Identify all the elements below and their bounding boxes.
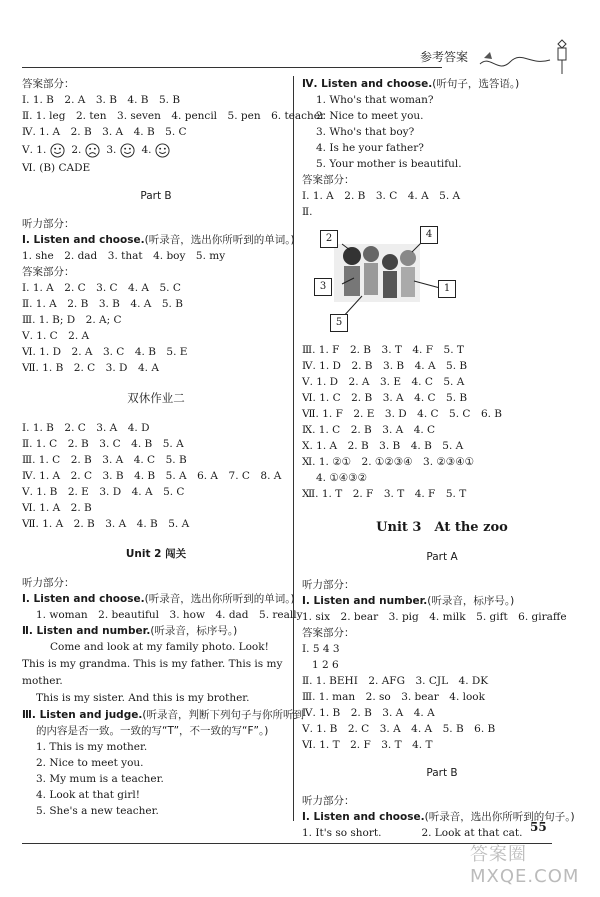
listen-choose-line [22,591,295,607]
exercise-instruction: (听录音，标序号。) [427,595,515,607]
answer-line: Ⅶ. 1. F 2. E 3. D 4. C 5. C 6. B [302,408,503,420]
answer-line: Ⅲ. 1. F 2. B 3. T 4. F 5. T [302,344,464,356]
figure-label-box: 5 [330,314,348,332]
answer-line: Ⅵ. 1. D 2. A 3. C 4. B 5. E [22,346,188,358]
right-column [302,76,582,841]
answer-line: Ⅵ. (B) CADE [22,162,91,174]
butterfly-lamp-decoration-icon [470,36,580,76]
answer-line: Ⅻ. 1. T 2. F 3. T 4. F 5. T [302,488,467,500]
sentence-item: 1. Who's that woman? [316,94,434,106]
exercise-label: Ⅰ. Listen and choose. [302,811,425,823]
exercise-instruction: (听录音，标序号。) [150,625,238,637]
listen-choose-line [22,232,295,248]
figure-label-box: 3 [314,278,332,296]
sentence-item: 5. Your mother is beautiful. [316,158,462,170]
answer-line: 4. ①④③② [316,472,368,484]
part-a-heading: Part A [426,551,458,563]
listen-choose-line [302,76,582,92]
answer-line: Ⅱ. 1. leg 2. ten 3. seven 4. pencil 5. pen 6. teacher [22,110,326,122]
answer-line: Ⅴ. 1. B 2. E 3. D 4. A 5. C [22,486,185,498]
part-b-heading: Part B [426,767,458,779]
exercise-instruction: (听录音，选出你所听到的句子。) [424,811,575,823]
answer-line: 1. six 2. bear 3. pig 4. milk 5. gift 6. giraffe [302,611,567,623]
unit-3-heading: Unit 3 At the zoo [376,520,508,535]
smiley-face-icon [155,143,170,158]
answer-line: Ⅵ. 1. T 2. F 3. T 4. T [302,739,433,751]
answer-line: 1. she 2. dad 3. that 4. boy 5. my [22,250,226,262]
faces-label-2: 2. [71,144,82,156]
listen-number-line [302,593,582,609]
listen-judge-line [22,707,304,723]
header-title: 参考答案 [420,50,469,64]
exercise-label: Ⅰ. Listen and number. [302,595,428,607]
answer-line: Ⅰ. 1. A 2. B 3. C 4. A 5. A [302,190,461,202]
answer-line: Ⅸ. 1. C 2. B 3. A 4. C [302,424,436,436]
answer-line: Ⅴ. 1. D 2. A 3. E 4. C 5. A [302,376,465,388]
answer-line: Ⅲ. 1. C 2. B 3. A 4. C 5. B [22,454,187,466]
answer-line: Ⅵ. 1. C 2. B 3. A 4. C 5. B [302,392,468,404]
exercise-instruction: (听录音，选出你所听到的单词。) [144,234,295,246]
exercise-label: Ⅳ. Listen and choose. [302,78,433,90]
unit-2-heading: Unit 2 闯关 [125,548,187,560]
listening-title: 听力部分： [22,218,75,230]
answer-item: 1. It's so short. [302,827,382,839]
page-header [0,0,600,70]
sentence-item: 4. Look at that girl! [36,789,140,801]
answer-line: Ⅳ. 1. A 2. B 3. A 4. B 5. C [22,126,187,138]
section-title: 答案部分： [22,266,75,278]
answer-line: Ⅲ. 1. B; D 2. A; C [22,314,122,326]
section-title: 答案部分： [302,627,355,639]
answer-line: Ⅵ. 1. A 2. B [22,502,92,514]
listen-number-line [22,623,290,639]
answer-line: Ⅳ. 1. B 2. B 3. A 4. A [302,707,435,719]
answer-line: Ⅳ. 1. D 2. B 3. B 4. A 5. B [302,360,468,372]
sentence-item: 5. She's a new teacher. [36,805,159,817]
family-photo-figure [314,226,464,336]
page-number: 55 [530,820,547,834]
answer-line: Ⅶ. 1. B 2. C 3. D 4. A [22,362,159,374]
listening-script-continuation: This is my sister. And this is my brother. [36,692,250,704]
exercise-instruction: (听句子，选答语。) [432,78,520,90]
faces-prefix: Ⅴ. 1. [22,144,47,156]
answer-line: Ⅳ. 1. A 2. C 3. B 4. B 5. A 6. A 7. C 8. A [22,470,282,482]
exercise-instruction-cont: 的内容是否一致。一致的写“T”，不一致的写“F”。) [36,725,269,737]
exercise-label: Ⅰ. Listen and choose. [22,234,145,246]
weekend-homework-heading: 双休作业二 [127,391,185,405]
listening-title: 听力部分： [302,795,355,807]
answer-line: Ⅱ. [302,206,313,218]
answer-line: Ⅰ. 1. B 2. A 3. B 4. B 5. B [22,94,181,106]
answer-line: Ⅴ. 1. B 2. C 3. A 4. A 5. B 6. B [302,723,496,735]
sentence-item: 2. Nice to meet you. [36,757,144,769]
section-title: 答案部分： [22,78,75,90]
figure-label-box: 2 [320,230,338,248]
answer-item: 2. Look at that cat. [421,827,523,839]
answer-line: Ⅹ. 1. A 2. B 3. B 4. B 5. A [302,440,464,452]
answer-line: Ⅰ. 1. A 2. C 3. C 4. A 5. C [22,282,181,294]
faces-label-3: 3. [106,144,117,156]
sentence-item: 2. Nice to meet you. [316,110,424,122]
sentence-item: 3. Who's that boy? [316,126,415,138]
figure-label-box: 4 [420,226,438,244]
answer-line: Ⅱ. 1. A 2. B 3. B 4. A 5. B [22,298,183,310]
section-title: 答案部分： [302,174,355,186]
answer-line: Ⅲ. 1. man 2. so 3. bear 4. look [302,691,485,703]
answer-line: Ⅴ. 1. C 2. A [22,330,90,342]
listening-title: 听力部分： [22,577,75,589]
exercise-instruction: (听录音，选出你所听到的单词。) [144,593,295,605]
exercise-instruction: (听录音，判断下列句子与你所听到 [142,709,304,721]
answer-line: Ⅰ. 1. B 2. C 3. A 4. D [22,422,150,434]
listening-script-paragraph: Come and look at my family photo. Look! This is my grandma. This is my father. This is my mother. [22,641,283,687]
sentence-item: 4. Is he your father? [316,142,424,154]
sad-face-icon [85,143,100,158]
part-b-heading: Part B [140,190,172,202]
figure-label-box: 1 [438,280,456,298]
answer-line: Ⅰ. 5 4 3 [302,643,340,655]
sentence-item: 3. My mum is a teacher. [36,773,164,785]
sentence-item: 1. This is my mother. [36,741,148,753]
answer-line: Ⅱ. 1. C 2. B 3. C 4. B 5. A [22,438,184,450]
faces-answer-line [22,140,290,160]
answer-line: 1. woman 2. beautiful 3. how 4. dad 5. really [36,609,303,621]
exercise-label: Ⅲ. Listen and judge. [22,709,143,721]
answer-line: Ⅶ. 1. A 2. B 3. A 4. B 5. A [22,518,190,530]
header-rule [22,67,442,68]
faces-label-4: 4. [141,144,152,156]
exercise-label: Ⅱ. Listen and number. [22,625,151,637]
listening-title: 听力部分： [302,579,355,591]
smiley-face-icon [120,143,135,158]
answer-line: 1 2 6 [312,659,339,671]
answer-line: Ⅺ. 1. ②① 2. ①②③④ 3. ②③④① [302,456,475,468]
exercise-label: Ⅰ. Listen and choose. [22,593,145,605]
answer-line: Ⅱ. 1. BEHI 2. AFG 3. CJL 4. DK [302,675,489,687]
watermark: 答案圈 MXQE.COM [470,844,580,887]
smiley-face-icon [50,143,65,158]
